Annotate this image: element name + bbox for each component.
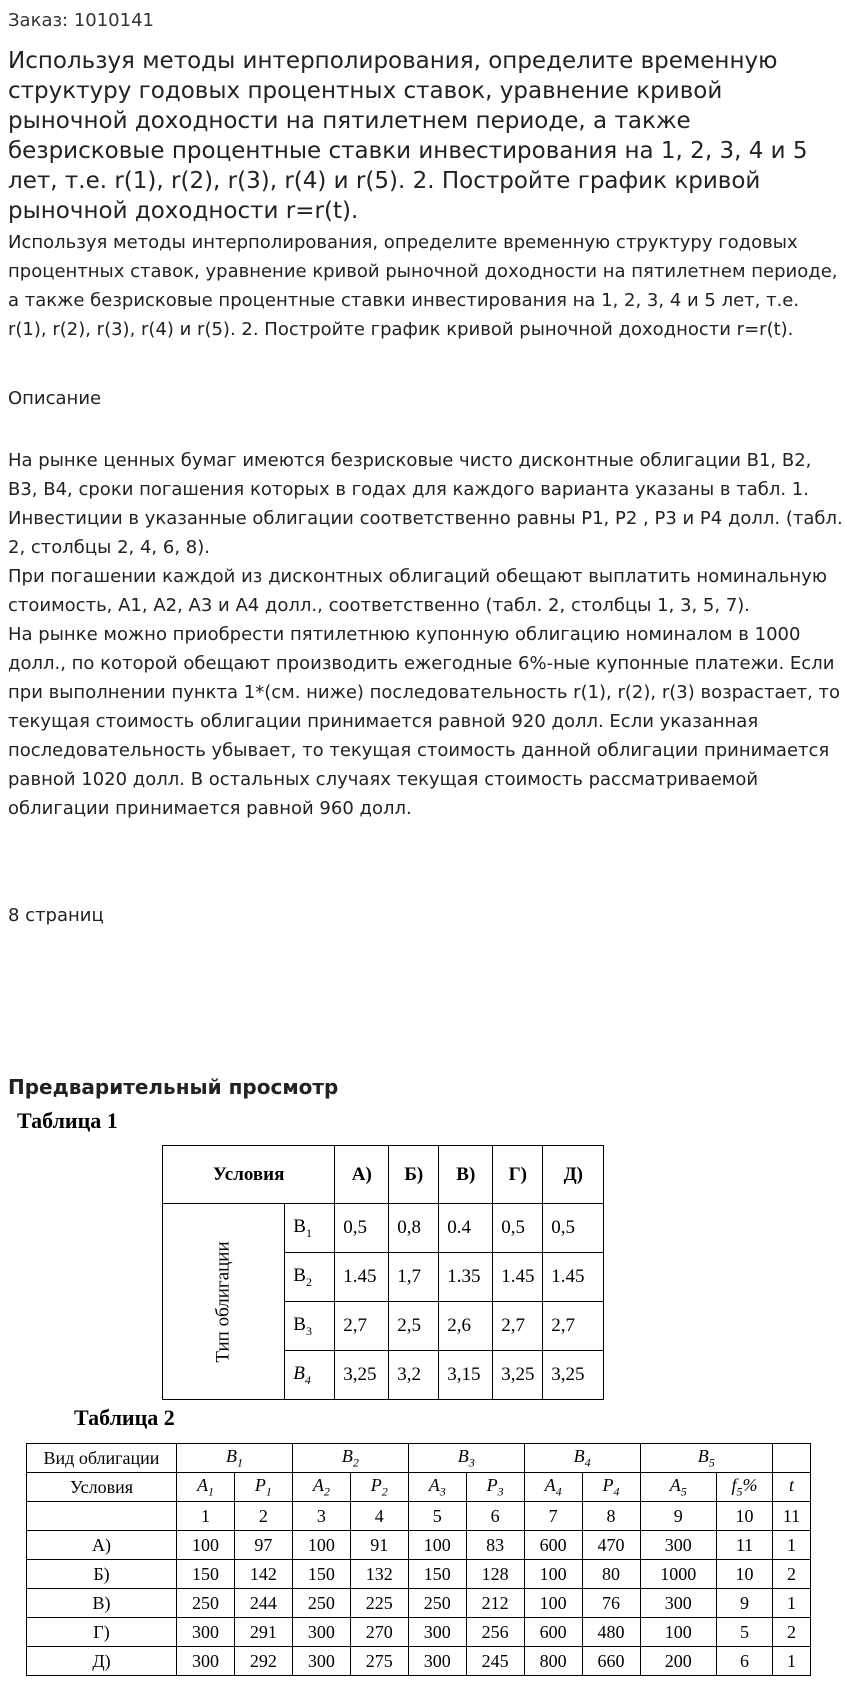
value-cell: 275 [350, 1647, 408, 1676]
value-cell: 1,7 [389, 1253, 439, 1302]
value-cell: 0,5 [493, 1204, 543, 1253]
row-label: Б) [27, 1560, 177, 1589]
value-cell: 132 [350, 1560, 408, 1589]
value-cell: 200 [640, 1647, 717, 1676]
value-cell: 300 [640, 1531, 717, 1560]
value-cell: 300 [640, 1589, 717, 1618]
column-number-cell: 7 [524, 1502, 582, 1531]
value-cell: 6 [717, 1647, 773, 1676]
value-cell: 1.45 [543, 1253, 604, 1302]
column-number-cell: 5 [408, 1502, 466, 1531]
value-cell: 250 [177, 1589, 235, 1618]
value-cell: 3,25 [493, 1351, 543, 1400]
value-cell: 0,5 [543, 1204, 604, 1253]
table1-header-cell: А) [335, 1146, 389, 1204]
table1-header-cell: В) [439, 1146, 493, 1204]
value-cell: 10 [717, 1560, 773, 1589]
value-cell: 100 [640, 1618, 717, 1647]
order-number: Заказ: 1010141 [8, 10, 154, 31]
table1-header-cell: Д) [543, 1146, 604, 1204]
table-row [27, 1618, 811, 1647]
column-number-cell: 3 [292, 1502, 350, 1531]
value-cell: 2,7 [493, 1302, 543, 1351]
column-header-cell: $A_5$ [640, 1473, 717, 1502]
bond-cell: $B_3$ [285, 1302, 335, 1351]
value-cell: 150 [292, 1560, 350, 1589]
value-cell: 100 [524, 1589, 582, 1618]
description-paragraph: На рынке можно приобрести пятилетнюю купонную облигацию номиналом в 1000 долл., по которой обещают производить ежегодные 6%-ные купонные платежи. Если при выполнении пункта 1*(см. ниже) последовательность r(1), r(2), r(3) возрастает, то текущая стоимость облигации принимается равной 920 долл. Если указанная последовательность убывает, то текущая стоимость данной облигации принимается равной 1020 долл. В остальных случаях текущая стоимость рассматриваемой облигации принимается равной 960 долл. [8, 624, 841, 819]
table-row [163, 1204, 604, 1253]
value-cell: 0,5 [335, 1204, 389, 1253]
value-cell: 2,5 [389, 1302, 439, 1351]
column-number-cell: 9 [640, 1502, 717, 1531]
column-header-cell: t [772, 1473, 810, 1502]
value-cell: 212 [466, 1589, 524, 1618]
value-cell: 0.4 [439, 1204, 493, 1253]
side-label-text: Тип облигации [212, 1240, 234, 1363]
table1-header-row [163, 1146, 604, 1204]
value-cell: 3,25 [335, 1351, 389, 1400]
row-label [27, 1502, 177, 1531]
value-cell: 291 [234, 1618, 292, 1647]
table2-column-row [27, 1473, 811, 1502]
bond-header-cell: $B_4$ [524, 1444, 640, 1473]
bond-header-cell: $B_2$ [292, 1444, 408, 1473]
column-header-cell: $A_1$ [177, 1473, 235, 1502]
bond-cell: $B_4$ [285, 1351, 335, 1400]
description-paragraph: На рынке ценных бумаг имеются безрисковые чисто дисконтные облигации В1, В2, В3, В4, сроки погашения которых в годах для каждого варианта указаны в табл. 1. [8, 450, 812, 500]
column-number-cell: 1 [177, 1502, 235, 1531]
value-cell: 245 [466, 1647, 524, 1676]
column-header-cell: $P_3$ [466, 1473, 524, 1502]
bond-cell: $B_2$ [285, 1253, 335, 1302]
column-header-cell: $f_5\%$ [717, 1473, 773, 1502]
table1-header-cell: Б) [389, 1146, 439, 1204]
value-cell: 300 [177, 1618, 235, 1647]
value-cell: 2 [772, 1618, 810, 1647]
value-cell: 300 [292, 1618, 350, 1647]
column-header-cell: $P_2$ [350, 1473, 408, 1502]
column-header-cell: $A_4$ [524, 1473, 582, 1502]
value-cell: 9 [717, 1589, 773, 1618]
column-number-cell: 2 [234, 1502, 292, 1531]
value-cell: 5 [717, 1618, 773, 1647]
preview-heading: Предварительный просмотр [8, 1075, 339, 1099]
column-number-cell: 10 [717, 1502, 773, 1531]
value-cell: 150 [408, 1560, 466, 1589]
value-cell: 3,15 [439, 1351, 493, 1400]
table2-caption: Таблица 2 [74, 1405, 175, 1430]
value-cell: 660 [582, 1647, 640, 1676]
page-title: Используя методы интерполирования, определите временную структуру годовых процентных ставок, уравнение кривой рыночной доходности на пятилетнем периоде, а также безрисковые процентные ставки инвестирования на 1, 2, 3, 4 и 5 лет, т.е. r(1), r(2), r(3), r(4) и r(5). 2. Постройте график кривой рыночной доходности r=r(t). [8, 48, 808, 224]
value-cell: 256 [466, 1618, 524, 1647]
value-cell: 244 [234, 1589, 292, 1618]
value-cell: 91 [350, 1531, 408, 1560]
table2 [26, 1443, 811, 1676]
value-cell: 80 [582, 1560, 640, 1589]
table1-header-cell: Г) [493, 1146, 543, 1204]
column-number-cell: 4 [350, 1502, 408, 1531]
value-cell: 100 [408, 1531, 466, 1560]
value-cell: 300 [292, 1647, 350, 1676]
table-row [27, 1589, 811, 1618]
table2-bond-row [27, 1444, 811, 1473]
column-header-cell: $P_1$ [234, 1473, 292, 1502]
row-label: Г) [27, 1618, 177, 1647]
description-heading: Описание [8, 388, 102, 409]
column-header-cell: $A_2$ [292, 1473, 350, 1502]
value-cell: 250 [408, 1589, 466, 1618]
value-cell: 270 [350, 1618, 408, 1647]
table-row [27, 1531, 811, 1560]
table1 [162, 1145, 604, 1400]
value-cell: 2,7 [543, 1302, 604, 1351]
value-cell: 100 [524, 1560, 582, 1589]
value-cell: 83 [466, 1531, 524, 1560]
column-number-cell: 8 [582, 1502, 640, 1531]
column-number-cell: 6 [466, 1502, 524, 1531]
value-cell: 0,8 [389, 1204, 439, 1253]
row-label: В) [27, 1589, 177, 1618]
value-cell: 800 [524, 1647, 582, 1676]
value-cell: 2,7 [335, 1302, 389, 1351]
description-paragraph: Инвестиции в указанные облигации соответственно равны Р1, Р2 , Р3 и Р4 долл. (табл. 2, столбцы 2, 4, 6, 8). [8, 508, 843, 558]
value-cell: 1.45 [493, 1253, 543, 1302]
empty-cell [772, 1444, 810, 1473]
row-label: Условия [27, 1473, 177, 1502]
value-cell: 292 [234, 1647, 292, 1676]
value-cell: 142 [234, 1560, 292, 1589]
row-label: Вид облигации [27, 1444, 177, 1473]
value-cell: 1.45 [335, 1253, 389, 1302]
value-cell: 1000 [640, 1560, 717, 1589]
table-row [27, 1647, 811, 1676]
description-paragraph: При погашении каждой из дисконтных облигаций обещают выплатить номинальную стоимость, А1, А2, А3 и А4 долл., соответственно (табл. 2, столбцы 1, 3, 5, 7). [8, 566, 827, 616]
lead-text: Используя методы интерполирования, определите временную структуру годовых процентных ставок, уравнение кривой рыночной доходности на пятилетнем периоде, а также безрисковые процентные ставки инвестирования на 1, 2, 3, 4 и 5 лет, т.е. r(1), r(2), r(3), r(4) и r(5). 2. Постройте график кривой рыночной доходности r=r(t). [8, 232, 838, 340]
description [8, 446, 843, 823]
value-cell: 97 [234, 1531, 292, 1560]
table1-header-cell: Условия [163, 1146, 335, 1204]
bond-header-cell: $B_5$ [640, 1444, 772, 1473]
value-cell: 2 [772, 1560, 810, 1589]
value-cell: 76 [582, 1589, 640, 1618]
column-number-cell: 11 [772, 1502, 810, 1531]
table2-number-row [27, 1502, 811, 1531]
value-cell: 150 [177, 1560, 235, 1589]
value-cell: 3,2 [389, 1351, 439, 1400]
row-label: Д) [27, 1647, 177, 1676]
value-cell: 250 [292, 1589, 350, 1618]
column-header-cell: $P_4$ [582, 1473, 640, 1502]
table-row [27, 1560, 811, 1589]
value-cell: 2,6 [439, 1302, 493, 1351]
page-count: 8 страниц [8, 905, 104, 926]
value-cell: 3,25 [543, 1351, 604, 1400]
value-cell: 300 [408, 1618, 466, 1647]
value-cell: 1 [772, 1647, 810, 1676]
value-cell: 480 [582, 1618, 640, 1647]
bond-header-cell: $B_1$ [177, 1444, 293, 1473]
bond-cell: $B_1$ [285, 1204, 335, 1253]
value-cell: 1 [772, 1589, 810, 1618]
value-cell: 225 [350, 1589, 408, 1618]
value-cell: 11 [717, 1531, 773, 1560]
value-cell: 100 [292, 1531, 350, 1560]
value-cell: 100 [177, 1531, 235, 1560]
value-cell: 1.35 [439, 1253, 493, 1302]
value-cell: 1 [772, 1531, 810, 1560]
bond-header-cell: $B_3$ [408, 1444, 524, 1473]
value-cell: 470 [582, 1531, 640, 1560]
value-cell: 128 [466, 1560, 524, 1589]
table1-side-label [163, 1204, 285, 1400]
value-cell: 300 [408, 1647, 466, 1676]
value-cell: 600 [524, 1531, 582, 1560]
table1-caption: Таблица 1 [17, 1108, 118, 1133]
value-cell: 600 [524, 1618, 582, 1647]
row-label: А) [27, 1531, 177, 1560]
column-header-cell: $A_3$ [408, 1473, 466, 1502]
value-cell: 300 [177, 1647, 235, 1676]
